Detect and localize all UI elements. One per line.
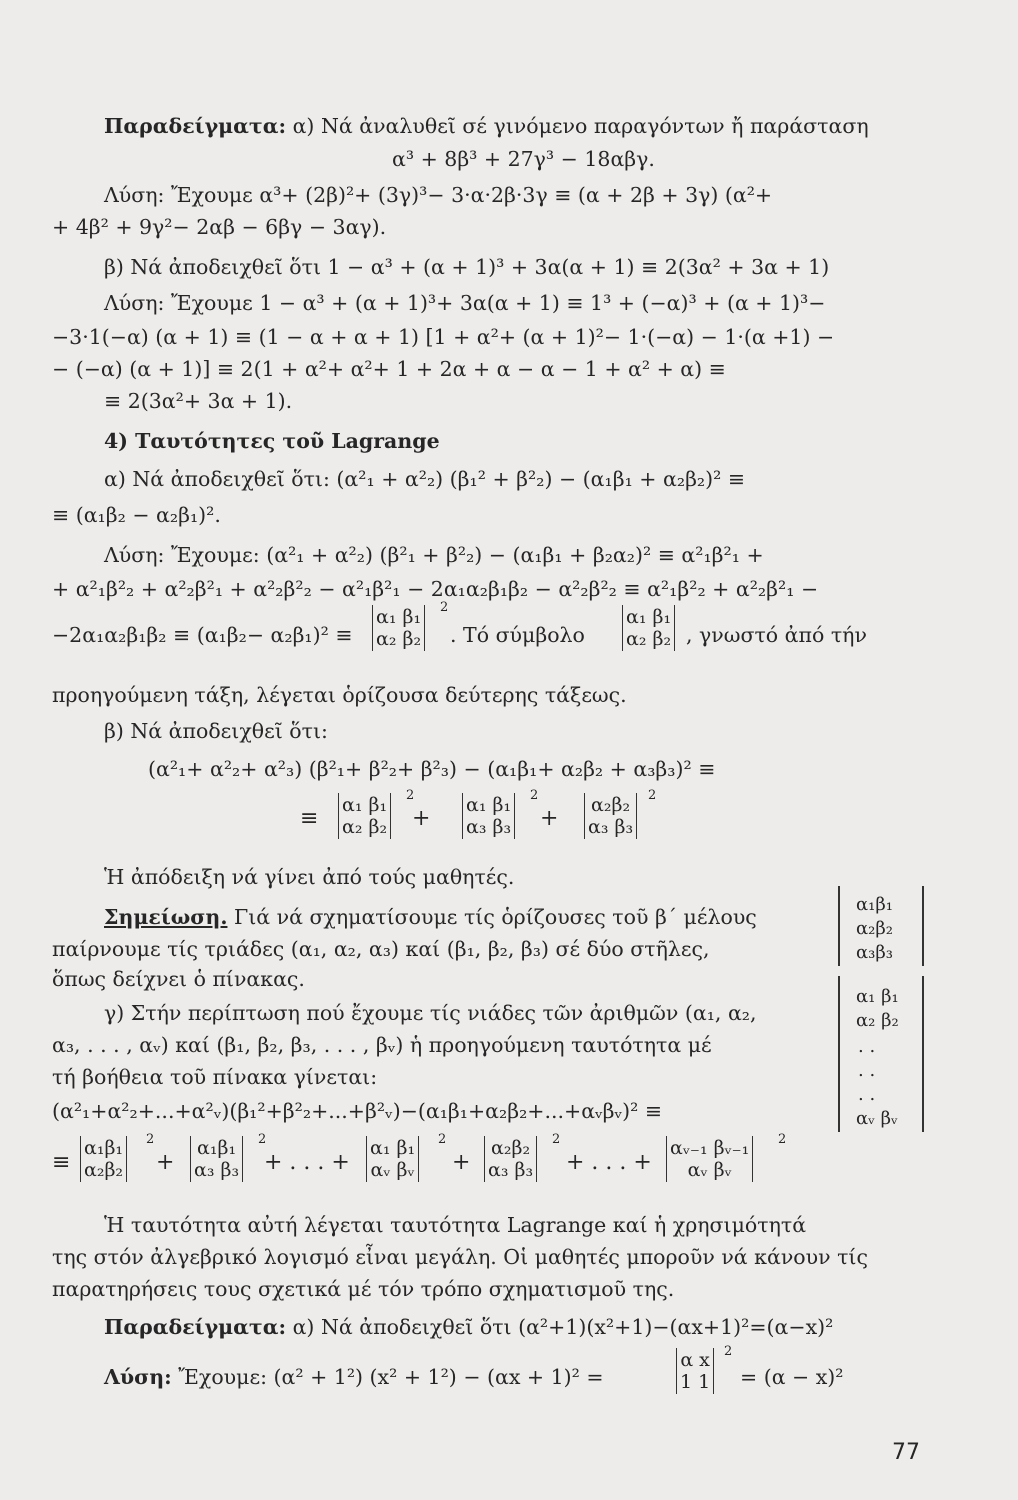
text-line: [104, 1314, 833, 1340]
plus-sign: +: [452, 1150, 471, 1175]
text-line: β) Νά ἀποδειχθεῖ ὅτι:: [104, 719, 328, 743]
text-line: + 4β² + 9γ²− 2αβ − 6βγ − 3αγ).: [52, 215, 387, 239]
text-line: παρατηρήσεις τους σχετικά μέ τόν τρόπο σχηματισμοῦ της.: [52, 1277, 675, 1301]
table-cell: αᵥ βᵥ: [856, 1108, 898, 1129]
note-heading: Σημείωση.: [104, 905, 228, 929]
text-line-rest: Γιά νά σχηματίσουμε τίς ὁρίζουσες τοῦ β΄ μέλους: [234, 905, 757, 929]
determinant: [80, 1136, 127, 1182]
det-row: α₃ β₃: [588, 816, 634, 838]
det-row: α₂ β₂: [342, 816, 388, 838]
plus-sign: +: [412, 806, 431, 831]
text-line: β) Νά ἀποδειχθεῖ ὅτι 1 − α³ + (α + 1)³ + 3α(α + 1) ≡ 2(3α² + 3α + 1): [104, 255, 830, 279]
det-row: α₂β₂: [491, 1137, 531, 1159]
exponent: 2: [530, 788, 539, 803]
exponent: 2: [552, 1132, 561, 1147]
exponent: 2: [146, 1132, 155, 1147]
det-row: α₂ β₂: [626, 628, 672, 650]
det-row: α₁ β₁: [370, 1137, 416, 1159]
det-row: αᵥ βᵥ: [370, 1159, 415, 1181]
text-line: (α²₁+ α²₂+ α²₃) (β²₁+ β²₂+ β²₃) − (α₁β₁+ α₂β₂ + α₃β₃)² ≡: [148, 757, 716, 781]
table-cell: . .: [858, 1060, 876, 1081]
text-line: −2α₁α₂β₁β₂ ≡ (α₁β₂− α₂β₁)² ≡: [52, 623, 353, 647]
text-line: ὅπως δείχνει ὁ πίνακας.: [52, 967, 305, 991]
text-line: + α²₁β²₂ + α²₂β²₁ + α²₂β²₂ − α²₁β²₁ − 2α₁α₂β₁β₂ − α²₂β²₂ ≡ α²₁β²₂ + α²₂β²₁ −: [52, 577, 819, 601]
determinant: [484, 1136, 537, 1182]
plus-sign: +: [156, 1150, 175, 1175]
text-line: Λύση: Ἔχουμε α³+ (2β)²+ (3γ)³− 3·α·2β·3γ ≡ (α + 2β + 3γ) (α²+: [104, 183, 773, 207]
det-row: αᵥ₋₁ βᵥ₋₁: [670, 1137, 750, 1159]
text-line: −3·1(−α) (α + 1) ≡ (1 − α + α + 1) [1 + α²+ (α + 1)²− 1·(−α) − 1·(α +1) −: [52, 325, 835, 349]
solution-label: Λύση:: [104, 1365, 172, 1389]
plus-dots: + . . . +: [264, 1150, 350, 1175]
text-line: α) Νά ἀποδειχθεῖ ὅτι: (α²₁ + α²₂) (β₁² + β²₂) − (α₁β₁ + α₂β₂)² ≡: [104, 467, 746, 491]
det-row: α₃ β₃: [488, 1159, 534, 1181]
det-row: α₁ β₁: [626, 606, 672, 628]
table-cell: α₁ β₁: [856, 986, 899, 1007]
text-line: − (−α) (α + 1)] ≡ 2(1 + α²+ α²+ 1 + 2α + α − α − 1 + α² + α) ≡: [52, 357, 726, 381]
det-row: α₁ β₁: [466, 794, 512, 816]
exponent: 2: [406, 788, 415, 803]
text-line: Λύση: Ἔχουμε: (α²₁ + α²₂) (β²₁ + β²₂) − (α₁β₁ + β₂α₂)² ≡ α²₁β²₁ +: [104, 543, 764, 567]
table-bar: [922, 976, 924, 1132]
det-row: α₃ β₃: [466, 816, 512, 838]
table-bar: [922, 886, 924, 966]
table-cell: α₂ β₂: [856, 1010, 899, 1031]
text-line: . Τό σύμβολο: [450, 623, 585, 647]
text-line: , γνωστό ἀπό τήν: [686, 623, 867, 647]
table-cell: . .: [858, 1084, 876, 1105]
determinant: [338, 793, 391, 839]
det-row: α₁β₁: [84, 1137, 124, 1159]
det-row: 1 1: [680, 1371, 711, 1393]
exponent: 2: [438, 1132, 447, 1147]
det-row: α₂β₂: [84, 1159, 124, 1181]
table-cell: α₃β₃: [856, 942, 893, 963]
text-line: = (α − x)²: [740, 1365, 844, 1389]
text-line: [104, 1364, 604, 1390]
examples-heading: Παραδείγματα:: [104, 1315, 287, 1339]
det-row: α₁ β₁: [342, 794, 388, 816]
text-line: τή βοήθεια τοῦ πίνακα γίνεται:: [52, 1065, 378, 1089]
text-line: [104, 113, 869, 139]
determinant: [372, 605, 425, 651]
table-cell: α₁β₁: [856, 894, 893, 915]
exponent: 2: [724, 1344, 733, 1359]
text-line: Ἡ ταυτότητα αὐτή λέγεται ταυτότητα Lagrange καί ἡ χρησιμότητά: [104, 1213, 807, 1237]
table-cell: . .: [858, 1036, 876, 1057]
text-line-rest: α) Νά ἀναλυθεῖ σέ γινόμενο παραγόντων ἤ παράσταση: [292, 114, 869, 138]
det-row: αᵥ βᵥ: [687, 1159, 732, 1181]
page-number: 77: [892, 1440, 920, 1465]
equiv-sign: ≡: [300, 806, 319, 831]
text-line-rest: Ἔχουμε: (α² + 1²) (x² + 1²) − (αx + 1)² =: [178, 1365, 604, 1389]
exponent: 2: [778, 1132, 787, 1147]
det-row: α x: [680, 1349, 710, 1371]
text-line: (α²₁+α²₂+...+α²ᵥ)(β₁²+β²₂+...+β²ᵥ)−(α₁β₁+α₂β₂+...+αᵥβᵥ)² ≡: [52, 1099, 663, 1123]
determinant: [666, 1136, 753, 1182]
text-line: παίρνουμε τίς τριάδες (α₁, α₂, α₃) καί (β₁, β₂, β₃) σέ δύο στῆλες,: [52, 937, 710, 961]
det-row: α₃ β₃: [194, 1159, 240, 1181]
text-line: ≡ (α₁β₂ − α₂β₁)².: [52, 503, 221, 527]
det-row: α₂β₂: [591, 794, 631, 816]
det-row: α₁ β₁: [376, 606, 422, 628]
det-row: α₁β₁: [197, 1137, 237, 1159]
exponent: 2: [648, 788, 657, 803]
section-heading: 4) Ταυτότητες τοῦ Lagrange: [104, 429, 440, 453]
text-line: Ἡ ἀπόδειξη νά γίνει ἀπό τούς μαθητές.: [104, 865, 515, 889]
table-cell: α₂β₂: [856, 918, 893, 939]
text-line-rest: α) Νά ἀποδειχθεῖ ὅτι (α²+1)(x²+1)−(αx+1)²=(α−x)²: [292, 1315, 834, 1339]
determinant: [584, 793, 637, 839]
plus-dots: + . . . +: [566, 1150, 652, 1175]
determinant: [622, 605, 675, 651]
exponent: 2: [258, 1132, 267, 1147]
examples-heading: Παραδείγματα:: [104, 114, 287, 138]
text-line: Λύση: Ἔχουμε 1 − α³ + (α + 1)³+ 3α(α + 1) ≡ 1³ + (−α)³ + (α + 1)³−: [104, 291, 826, 315]
text-line: ≡ 2(3α²+ 3α + 1).: [104, 389, 293, 413]
table-bar: [838, 886, 840, 966]
determinant: [190, 1136, 243, 1182]
text-line: [104, 904, 757, 930]
text-line: α³ + 8β³ + 27γ³ − 18αβγ.: [392, 147, 655, 171]
text-line: της στόν ἀλγεβρικό λογισμό εἶναι μεγάλη. Οἱ μαθητές μποροῦν νά κάνουν τίς: [52, 1245, 868, 1269]
equiv-sign: ≡: [52, 1150, 71, 1175]
plus-sign: +: [540, 806, 559, 831]
det-row: α₂ β₂: [376, 628, 422, 650]
determinant: [676, 1348, 714, 1394]
text-line: α₃, . . . , αᵥ) καί (β₁, β₂, β₃, . . . , βᵥ) ἡ προηγούμενη ταυτότητα μέ: [52, 1033, 712, 1057]
determinant: [462, 793, 515, 839]
determinant: [366, 1136, 419, 1182]
text-line: προηγούμενη τάξη, λέγεται ὁρίζουσα δεύτερης τάξεως.: [52, 683, 627, 707]
table-bar: [838, 976, 840, 1132]
text-line: γ) Στήν περίπτωση πού ἔχουμε τίς νιάδες τῶν ἀριθμῶν (α₁, α₂,: [104, 1001, 757, 1025]
exponent: 2: [440, 600, 449, 615]
